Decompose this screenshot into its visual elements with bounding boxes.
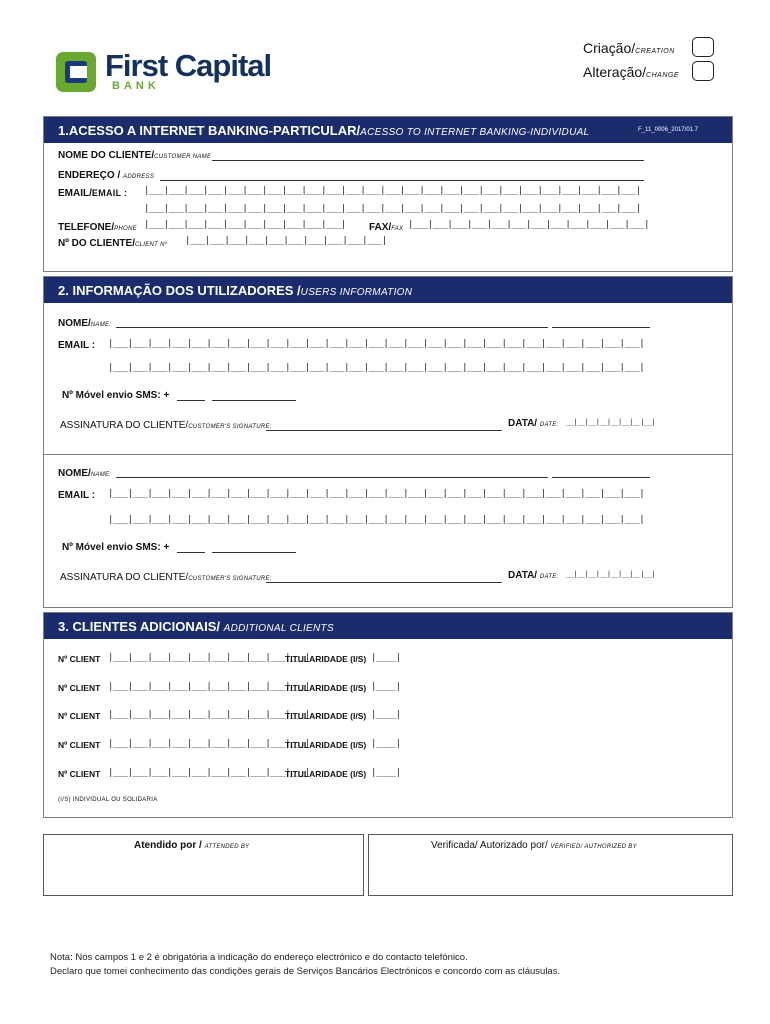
additional-client-label: Nº CLIENT — [58, 683, 101, 693]
email-field-line-2[interactable]: |___|___|___|___|___|___|___|___|___|___|___|___|___|___|___|___|___|___|___|___|___|___|___|___|___| — [144, 204, 641, 214]
creation-checkbox[interactable] — [692, 37, 714, 57]
note-line-2: Declaro que tomei conhecimento das condições gerais de Serviços Bancários Electrónicos e concordo com as cláusulas. — [50, 966, 561, 977]
client-number-field[interactable]: |___|___|___|___|___|___|___|___|___|___| — [185, 236, 387, 246]
user2-sms-label: Nº Móvel envio SMS: + — [62, 542, 170, 553]
additional-client-field[interactable]: |___|___|___|___|___|___|___|___|___|___| — [108, 768, 310, 778]
email-field-line-1[interactable]: |___|___|___|___|___|___|___|___|___|___|___|___|___|___|___|___|___|___|___|___|___|___|___|___|___| — [144, 186, 641, 196]
ownership-label: TITULARIDADE (I/S) — [285, 769, 367, 779]
section3-title: 3. CLIENTES ADICIONAIS/ ADDITIONAL CLIENTS — [58, 619, 334, 634]
user1-signature-label: ASSINATURA DO CLIENTE/CUSTOMER'S SIGNATURE: — [60, 420, 272, 431]
client-name-field[interactable] — [212, 160, 644, 161]
change-label: Alteração/CHANGE — [583, 64, 679, 80]
section2-header — [44, 277, 732, 303]
user1-email-field-line-2[interactable]: |___|___|___|___|___|___|___|___|___|___|___|___|___|___|___|___|___|___|___|___|___|___|___|___|___|___|___| — [108, 363, 645, 373]
fax-field[interactable]: |___|___|___|___|___|___|___|___|___|___|___|___| — [408, 220, 650, 230]
ownership-label: TITULARIDADE (I/S) — [285, 683, 367, 693]
logo-bank: BANK — [112, 80, 160, 92]
ownership-field[interactable]: |____| — [371, 682, 401, 692]
user1-name-label: NOME/NAME: — [58, 318, 112, 329]
additional-client-field[interactable]: |___|___|___|___|___|___|___|___|___|___| — [108, 710, 310, 720]
additional-client-label: Nº CLIENT — [58, 654, 101, 664]
user2-sms-number-field[interactable] — [212, 552, 296, 553]
ownership-label: TITULARIDADE (I/S) — [285, 711, 367, 721]
ownership-label: TITULARIDADE (I/S) — [285, 654, 367, 664]
additional-client-label: Nº CLIENT — [58, 740, 101, 750]
section3-header — [44, 613, 732, 639]
ownership-legend: (I/S) INDIVIDUAL OU SOLIDARIA — [58, 797, 158, 803]
user2-signature-label: ASSINATURA DO CLIENTE/CUSTOMER'S SIGNATURE: — [60, 572, 272, 583]
ownership-label: TITULARIDADE (I/S) — [285, 740, 367, 750]
address-label: ENDEREÇO / ADDRESS — [58, 170, 155, 181]
user2-sms-country-field[interactable] — [177, 552, 205, 553]
user1-sms-number-field[interactable] — [212, 400, 296, 401]
change-checkbox[interactable] — [692, 61, 714, 81]
section1-title: 1.ACESSO A INTERNET BANKING-PARTICULAR/ACESSO TO INTERNET BANKING-INDIVIDUAL — [58, 123, 590, 138]
user1-name-field[interactable] — [116, 327, 548, 328]
ownership-field[interactable]: |____| — [371, 768, 401, 778]
section-users-information — [43, 276, 733, 608]
user2-email-label: EMAIL : — [58, 490, 96, 501]
phone-label: TELEFONE/PHONE — [58, 222, 137, 233]
client-number-label: Nº DO CLIENTE/CLIENT Nº — [58, 238, 168, 249]
user1-signature-field[interactable] — [266, 430, 502, 431]
email-label: EMAIL/EMAIL : — [58, 188, 128, 199]
additional-client-label: Nº CLIENT — [58, 769, 101, 779]
section2-title: 2. INFORMAÇÃO DOS UTILIZADORES /USERS INFORMATION — [58, 283, 413, 298]
form-reference: F_11_0006_2017/01.7 — [638, 127, 698, 133]
user2-name-extra-field[interactable] — [552, 477, 650, 478]
verified-by-label: Verificada/ Autorizado por/ VERIFIED/ AUTHORIZED BY — [431, 840, 637, 851]
logo-name: First Capital — [105, 48, 272, 83]
user2-signature-field[interactable] — [266, 582, 502, 583]
phone-field[interactable]: |___|___|___|___|___|___|___|___|___|___| — [144, 220, 346, 230]
user1-date-field[interactable]: __|__|__|__|__|__|__|__| — [566, 418, 656, 426]
user1-sms-country-field[interactable] — [177, 400, 205, 401]
user1-sms-label: Nº Móvel envio SMS: + — [62, 390, 170, 401]
user2-name-field[interactable] — [116, 477, 548, 478]
user-separator — [43, 454, 733, 455]
user1-date-label: DATA/ DATE: — [508, 418, 559, 429]
address-field[interactable] — [160, 180, 644, 181]
additional-client-field[interactable]: |___|___|___|___|___|___|___|___|___|___| — [108, 653, 310, 663]
additional-client-field[interactable]: |___|___|___|___|___|___|___|___|___|___| — [108, 682, 310, 692]
section1-header — [44, 117, 732, 143]
ownership-field[interactable]: |____| — [371, 653, 401, 663]
note-line-1: Nota: Nos campos 1 e 2 é obrigatória a indicação do endereço electrónico e do contacto telefónico. — [50, 952, 468, 963]
user2-email-field-line-1[interactable]: |___|___|___|___|___|___|___|___|___|___|___|___|___|___|___|___|___|___|___|___|___|___|___|___|___|___|___| — [108, 489, 645, 499]
additional-client-field[interactable]: |___|___|___|___|___|___|___|___|___|___| — [108, 739, 310, 749]
user1-email-label: EMAIL : — [58, 340, 96, 351]
fax-label: FAX/FAX — [369, 222, 404, 233]
creation-label: Criação/CREATION — [583, 40, 675, 56]
user2-date-label: DATA/ DATE: — [508, 570, 559, 581]
user2-email-field-line-2[interactable]: |___|___|___|___|___|___|___|___|___|___|___|___|___|___|___|___|___|___|___|___|___|___|___|___|___|___|___| — [108, 515, 645, 525]
user1-name-extra-field[interactable] — [552, 327, 650, 328]
ownership-field[interactable]: |____| — [371, 739, 401, 749]
attended-by-label: Atendido por / ATTENDED BY — [134, 840, 250, 851]
client-name-label: NOME DO CLIENTE/CUSTOMER NAME — [58, 150, 212, 161]
additional-client-label: Nº CLIENT — [58, 711, 101, 721]
user2-date-field[interactable]: __|__|__|__|__|__|__|__| — [566, 570, 656, 578]
first-capital-logo-icon — [56, 52, 96, 92]
user2-name-label: NOME/NAME: — [58, 468, 112, 479]
user1-email-field-line-1[interactable]: |___|___|___|___|___|___|___|___|___|___|___|___|___|___|___|___|___|___|___|___|___|___|___|___|___|___|___| — [108, 339, 645, 349]
ownership-field[interactable]: |____| — [371, 710, 401, 720]
